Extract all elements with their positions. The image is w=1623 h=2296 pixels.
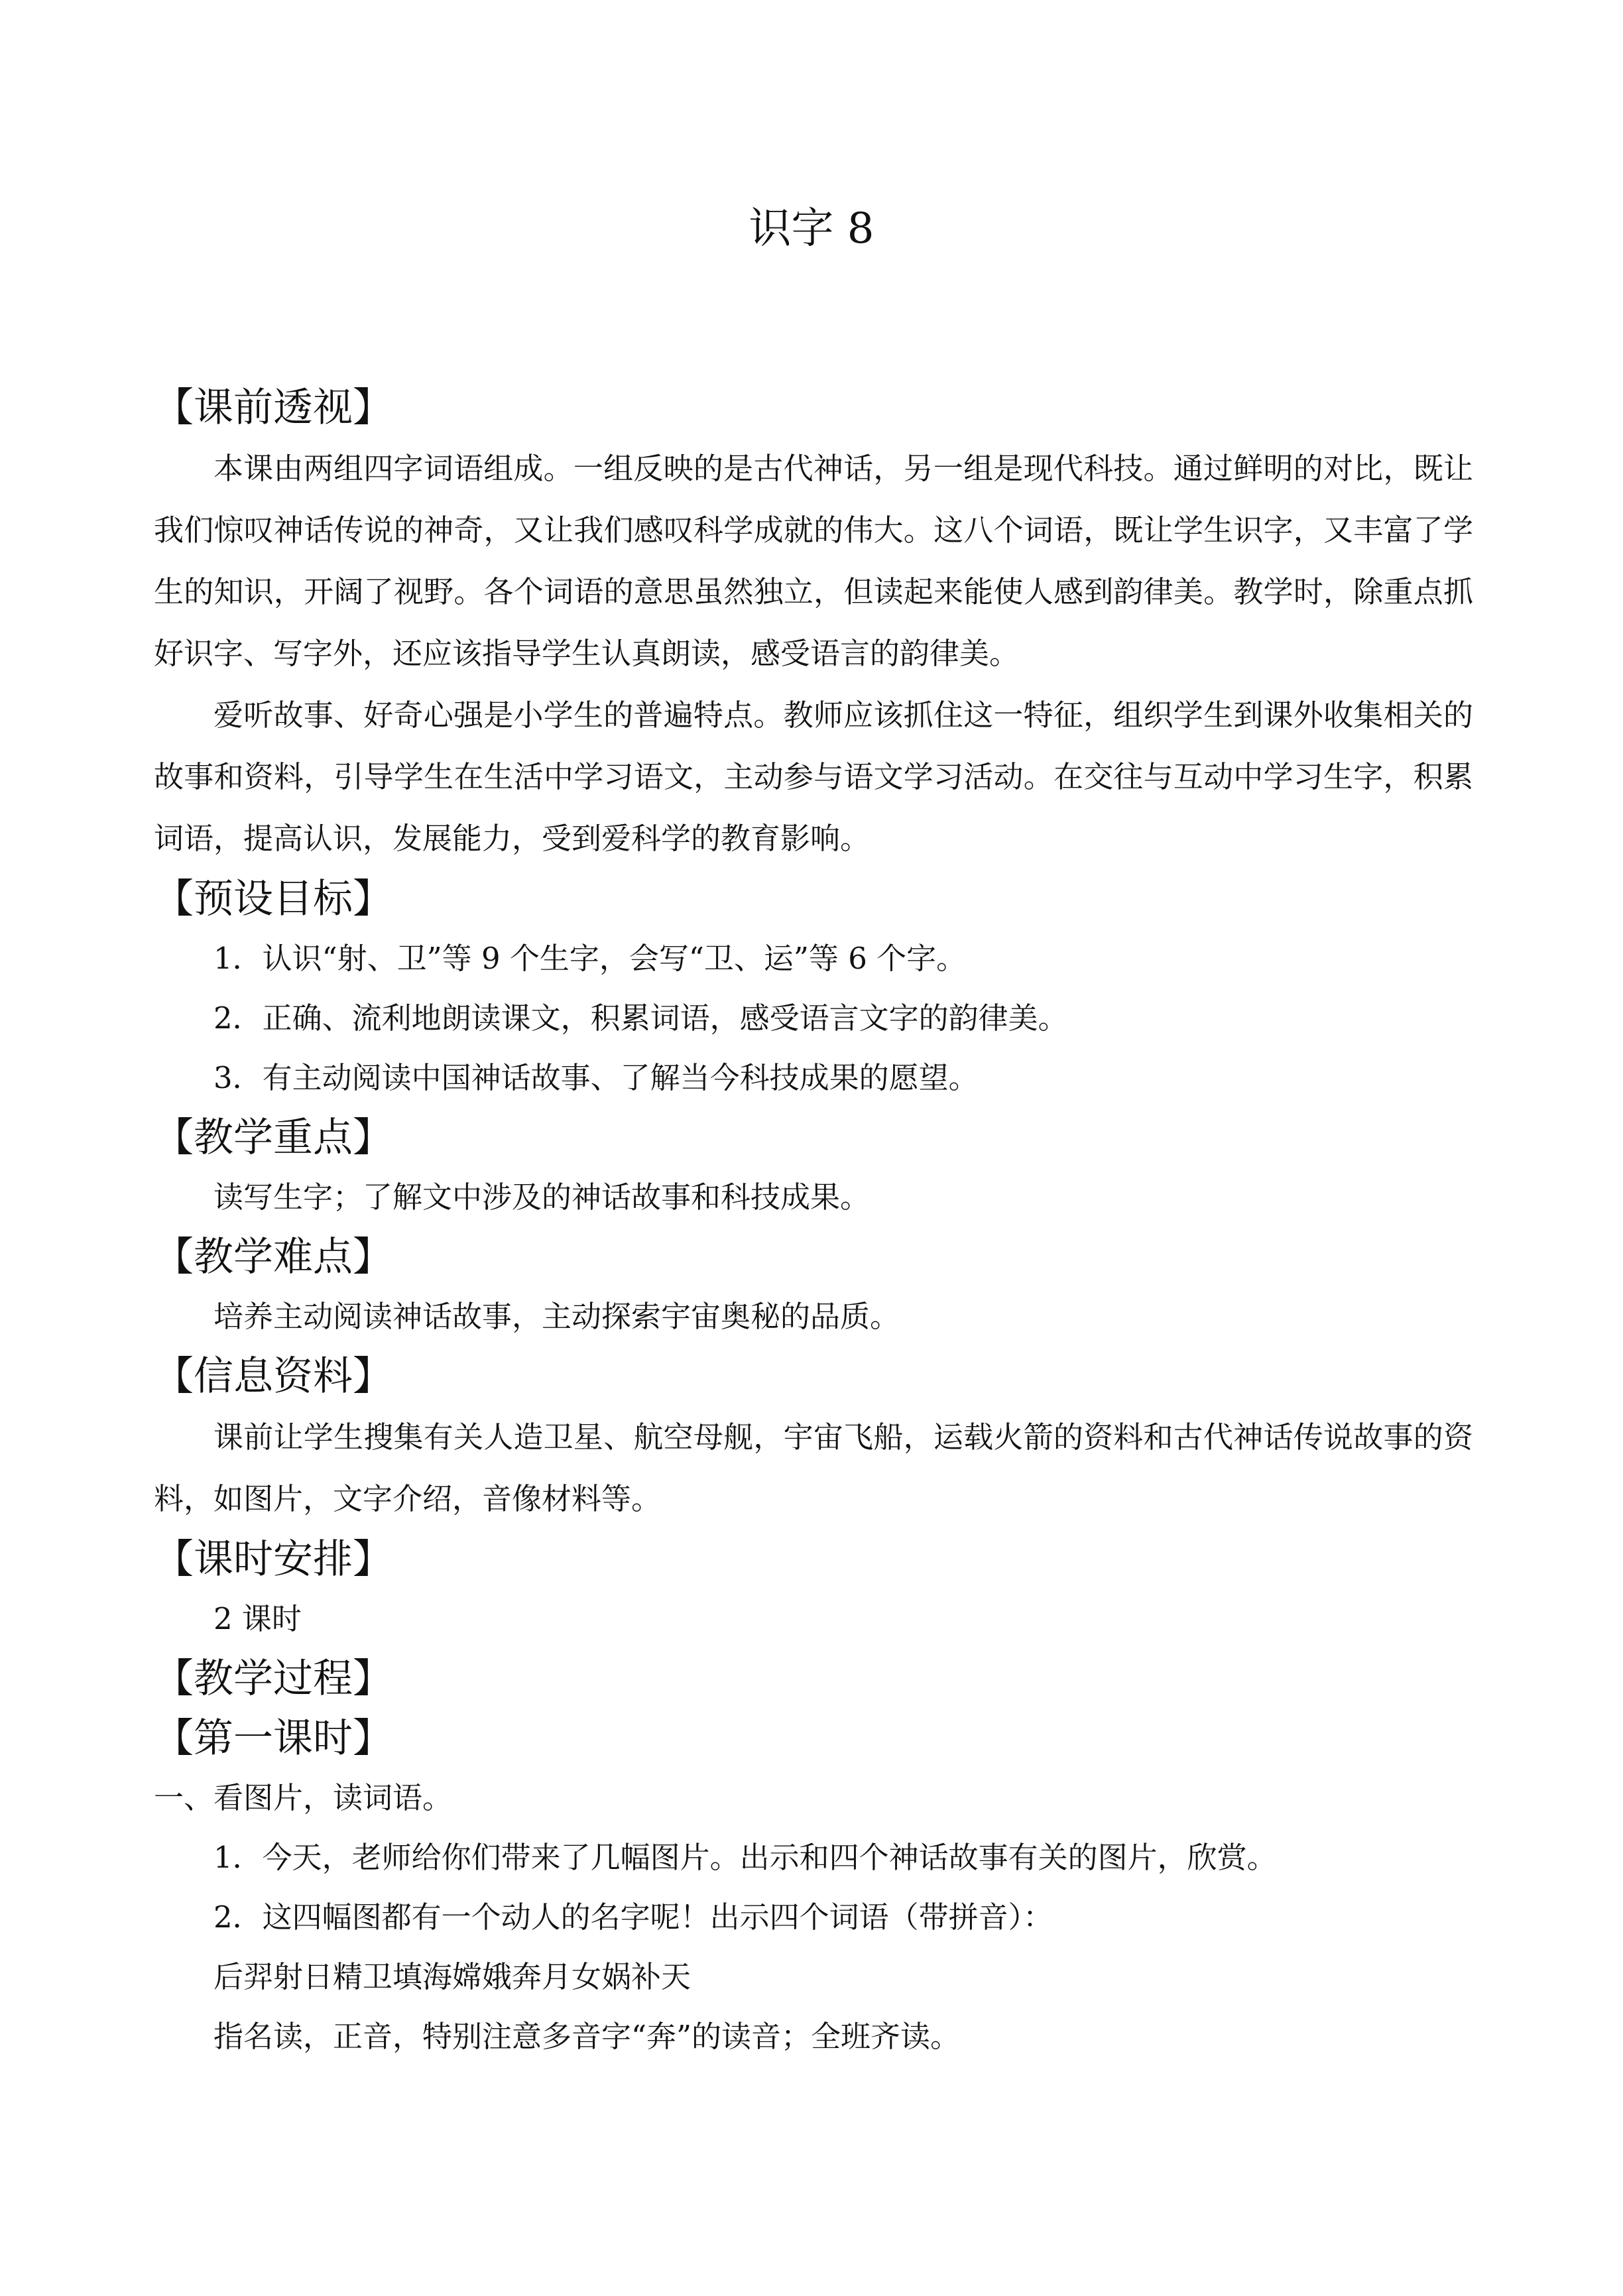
heading-process: 【教学过程】 xyxy=(154,1656,392,1702)
document-body xyxy=(154,378,1473,2067)
goal-item-2: 2．正确、流利地朗读课文，积累词语，感受语言文字的韵律美。 xyxy=(213,1000,1068,1036)
lesson1-step1: 一、看图片，读词语。 xyxy=(154,1780,453,1815)
page-title: 识字 8 xyxy=(749,204,874,253)
lesson1-item-2: 2．这四幅图都有一个动人的名字呢！出示四个词语（带拼音）： xyxy=(213,1900,1053,1935)
lesson1-item-1: 1．今天，老师给你们带来了几幅图片。出示和四个神话故事有关的图片，欣赏。 xyxy=(213,1840,1277,1875)
heading-schedule: 【课时安排】 xyxy=(154,1536,392,1583)
key-points-text: 读写生字；了解文中涉及的神话故事和科技成果。 xyxy=(213,1179,871,1215)
goal-item-1: 1．认识“射、卫”等 9 个生字，会写“卫、运”等 6 个字。 xyxy=(213,941,967,976)
lesson1-words: 后羿射日精卫填海嫦娥奔月女娲补天 xyxy=(213,1959,691,1994)
preview-paragraph-1: 本课由两组四字词语组成。一组反映的是古代神话，另一组是现代科技。通过鲜明的对比，既让我们惊叹神话传说的神奇，又让我们感叹科学成就的伟大。这八个词语，既让学生识字，又丰富了学生的知识，开阔了视野。各个词语的意思虽然独立，但读起来能使人感到韵律美。教学时，除重点抓好识字、写字外，还应该指导学生认真朗读，感受语言的韵律美。 xyxy=(154,451,1473,671)
lesson1-item-3: 指名读，正音，特别注意多音字“奔”的读音；全班齐读。 xyxy=(213,2019,961,2054)
difficulties-text: 培养主动阅读神话故事，主动探索宇宙奥秘的品质。 xyxy=(213,1299,900,1334)
heading-lesson1: 【第一课时】 xyxy=(154,1715,392,1762)
heading-materials: 【信息资料】 xyxy=(154,1353,392,1400)
preview-paragraph-2: 爱听故事、好奇心强是小学生的普遍特点。教师应该抓住这一特征，组织学生到课外收集相关的故事和资料，引导学生在生活中学习语文，主动参与语文学习活动。在交往与互动中学习生字，积累词语，提高认识，发展能力，受到爱科学的教育影响。 xyxy=(154,697,1473,856)
goal-item-3: 3．有主动阅读中国神话故事、了解当今科技成果的愿望。 xyxy=(213,1060,979,1095)
schedule-text: 2 课时 xyxy=(213,1601,302,1636)
heading-key-points: 【教学重点】 xyxy=(154,1115,392,1161)
materials-text: 课前让学生搜集有关人造卫星、航空母舰，宇宙飞船，运载火箭的资料和古代神话传说故事的资料，如图片，文字介绍，音像材料等。 xyxy=(154,1420,1473,1516)
heading-goals: 【预设目标】 xyxy=(154,876,392,922)
heading-difficulties: 【教学难点】 xyxy=(154,1234,392,1280)
heading-preview: 【课前透视】 xyxy=(154,385,392,431)
